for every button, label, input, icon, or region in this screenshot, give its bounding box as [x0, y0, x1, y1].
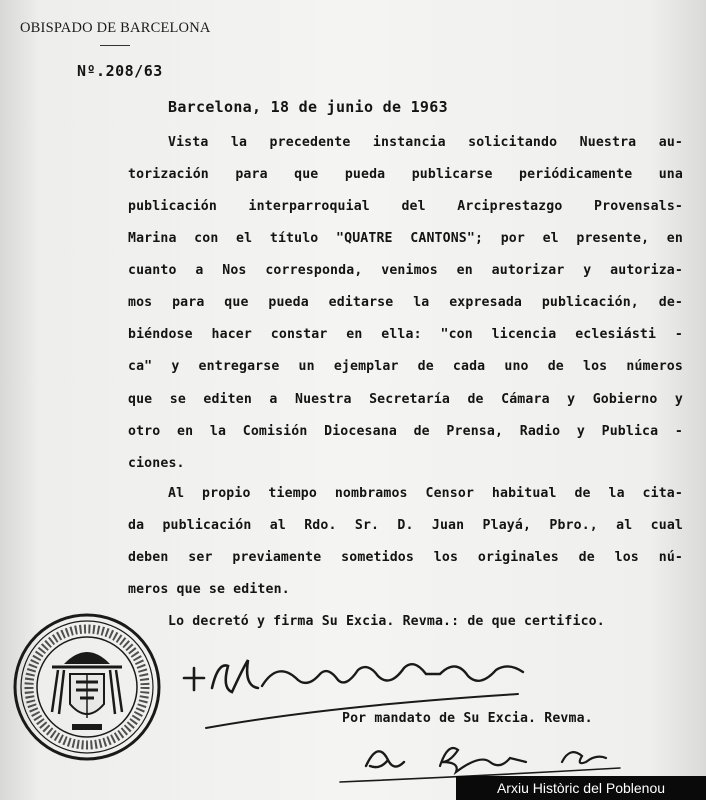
body-line: biéndose hacer constar en ella: "con licencia eclesiásti -	[128, 327, 683, 342]
mandate-line: Por mandato de Su Excia. Revma.	[342, 711, 593, 726]
body-line: que se editen a Nuestra Secretaría de Cámara y Gobierno y	[128, 392, 683, 407]
episcopal-seal	[12, 612, 162, 762]
body-line: deben ser previamente sometidos los originales de los nú-	[128, 550, 683, 565]
body-line: publicación interparroquial del Arciprestazgo Provensals-	[128, 199, 683, 214]
body-line: da publicación al Rdo. Sr. D. Juan Playá, Pbro., al cual	[128, 518, 683, 533]
letterhead-rule	[100, 45, 130, 46]
letterhead: OBISPADO DE BARCELONA	[20, 20, 211, 36]
body-line: meros que se editen.	[128, 582, 290, 597]
body-line: Vista la precedente instancia solicitando Nuestra au-	[168, 135, 683, 150]
body-line: torización para que pueda publicarse periódicamente una	[128, 167, 683, 182]
body-line: ciones.	[128, 456, 185, 471]
body-line: mos para que pueda editarse la expresada publicación, de-	[128, 295, 683, 310]
archive-watermark: Arxiu Històric del Poblenou	[456, 776, 706, 800]
body-line: ca" y entregarse un ejemplar de cada uno de los números	[128, 359, 683, 374]
closing-line: Lo decretó y firma Su Excia. Revma.: de que certifico.	[168, 614, 605, 629]
body-line: Marina con el título "QUATRE CANTONS"; por el presente, en	[128, 231, 683, 246]
date-line: Barcelona, 18 de junio de 1963	[168, 98, 448, 116]
body-line: otro en la Comisión Diocesana de Prensa, Radio y Publica -	[128, 424, 683, 439]
reference-number: Nº.208/63	[77, 62, 163, 80]
body-line: cuanto a Nos corresponda, venimos en autorizar y autoriza-	[128, 263, 683, 278]
body-line: Al propio tiempo nombramos Censor habitual de la cita-	[168, 486, 683, 501]
